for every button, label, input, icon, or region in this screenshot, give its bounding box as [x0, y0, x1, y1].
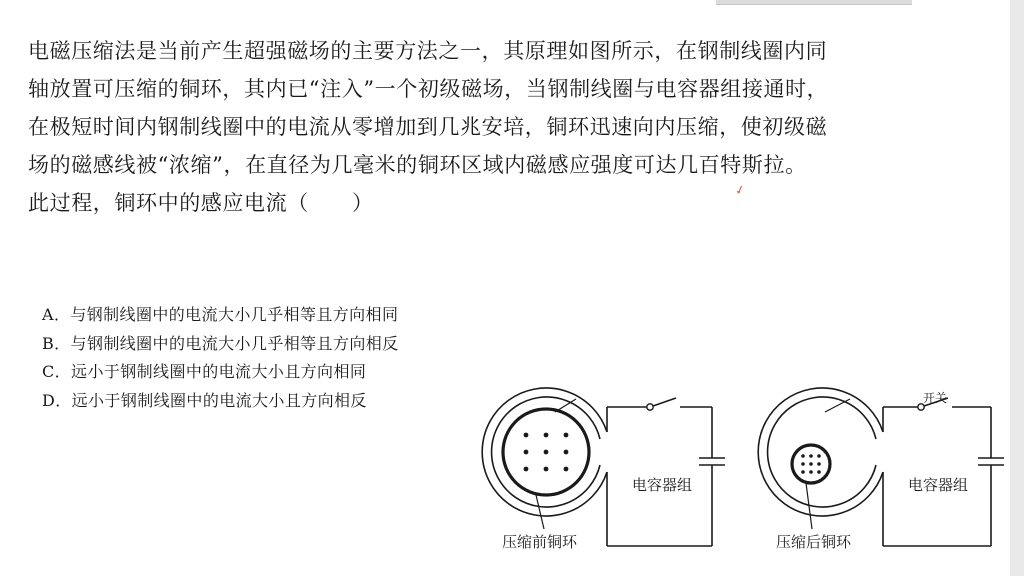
- field-dots-after: [801, 454, 821, 474]
- option-d[interactable]: D．远小于钢制线圈中的电流大小且方向相反: [42, 390, 367, 410]
- diagram-before: [482, 388, 725, 546]
- question-line: 轴放置可压缩的铜环，其内已“注入”一个初级磁场，当钢制线圈与电容器组接通时，: [28, 77, 829, 101]
- capacitor-label-right: 电容器组: [908, 476, 969, 494]
- steel-coil-inner: [768, 397, 876, 507]
- option-c[interactable]: C．远小于钢制线圈中的电流大小且方向相同: [42, 362, 367, 382]
- question-line: 电磁压缩法是当前产生超强磁场的主要方法之一，其原理如图所示，在钢制线圈内同: [28, 39, 828, 63]
- question-line: 此过程，铜环中的感应电流（ ）: [28, 191, 374, 215]
- switch-blade: [653, 398, 676, 406]
- capacitor-label-left: 电容器组: [632, 476, 693, 494]
- steel-coil-outer: [758, 388, 883, 516]
- caption-after: 压缩后铜环: [776, 533, 852, 551]
- circuit-figure: [470, 385, 1005, 576]
- caption-leader: [536, 495, 544, 529]
- diagram-after: [758, 388, 1004, 546]
- question-stem: [28, 32, 1003, 222]
- switch-contact: [647, 404, 653, 410]
- question-line: 在极短时间内钢制线圈中的电流从零增加到几兆安培，铜环迅速向内压缩，使初级磁: [28, 115, 828, 139]
- option-b[interactable]: B．与钢制线圈中的电流大小几乎相等且方向相反: [42, 333, 399, 353]
- pen-mark-icon: ✓: [733, 181, 747, 199]
- option-a[interactable]: A．与钢制线圈中的电流大小几乎相等且方向相同: [42, 305, 399, 324]
- caption-before: 压缩前铜环: [502, 533, 578, 551]
- switch-label-right: 开关: [923, 391, 948, 405]
- window-top-tab: [716, 0, 912, 5]
- field-dots-before: [524, 433, 569, 472]
- answer-options: [42, 301, 399, 415]
- right-frame-edge: [1010, 0, 1024, 576]
- pointer-line: [825, 399, 850, 412]
- question-line: 场的磁感线被“浓缩”，在直径为几毫米的铜环区域内磁感应强度可达几百特斯拉。: [28, 153, 807, 177]
